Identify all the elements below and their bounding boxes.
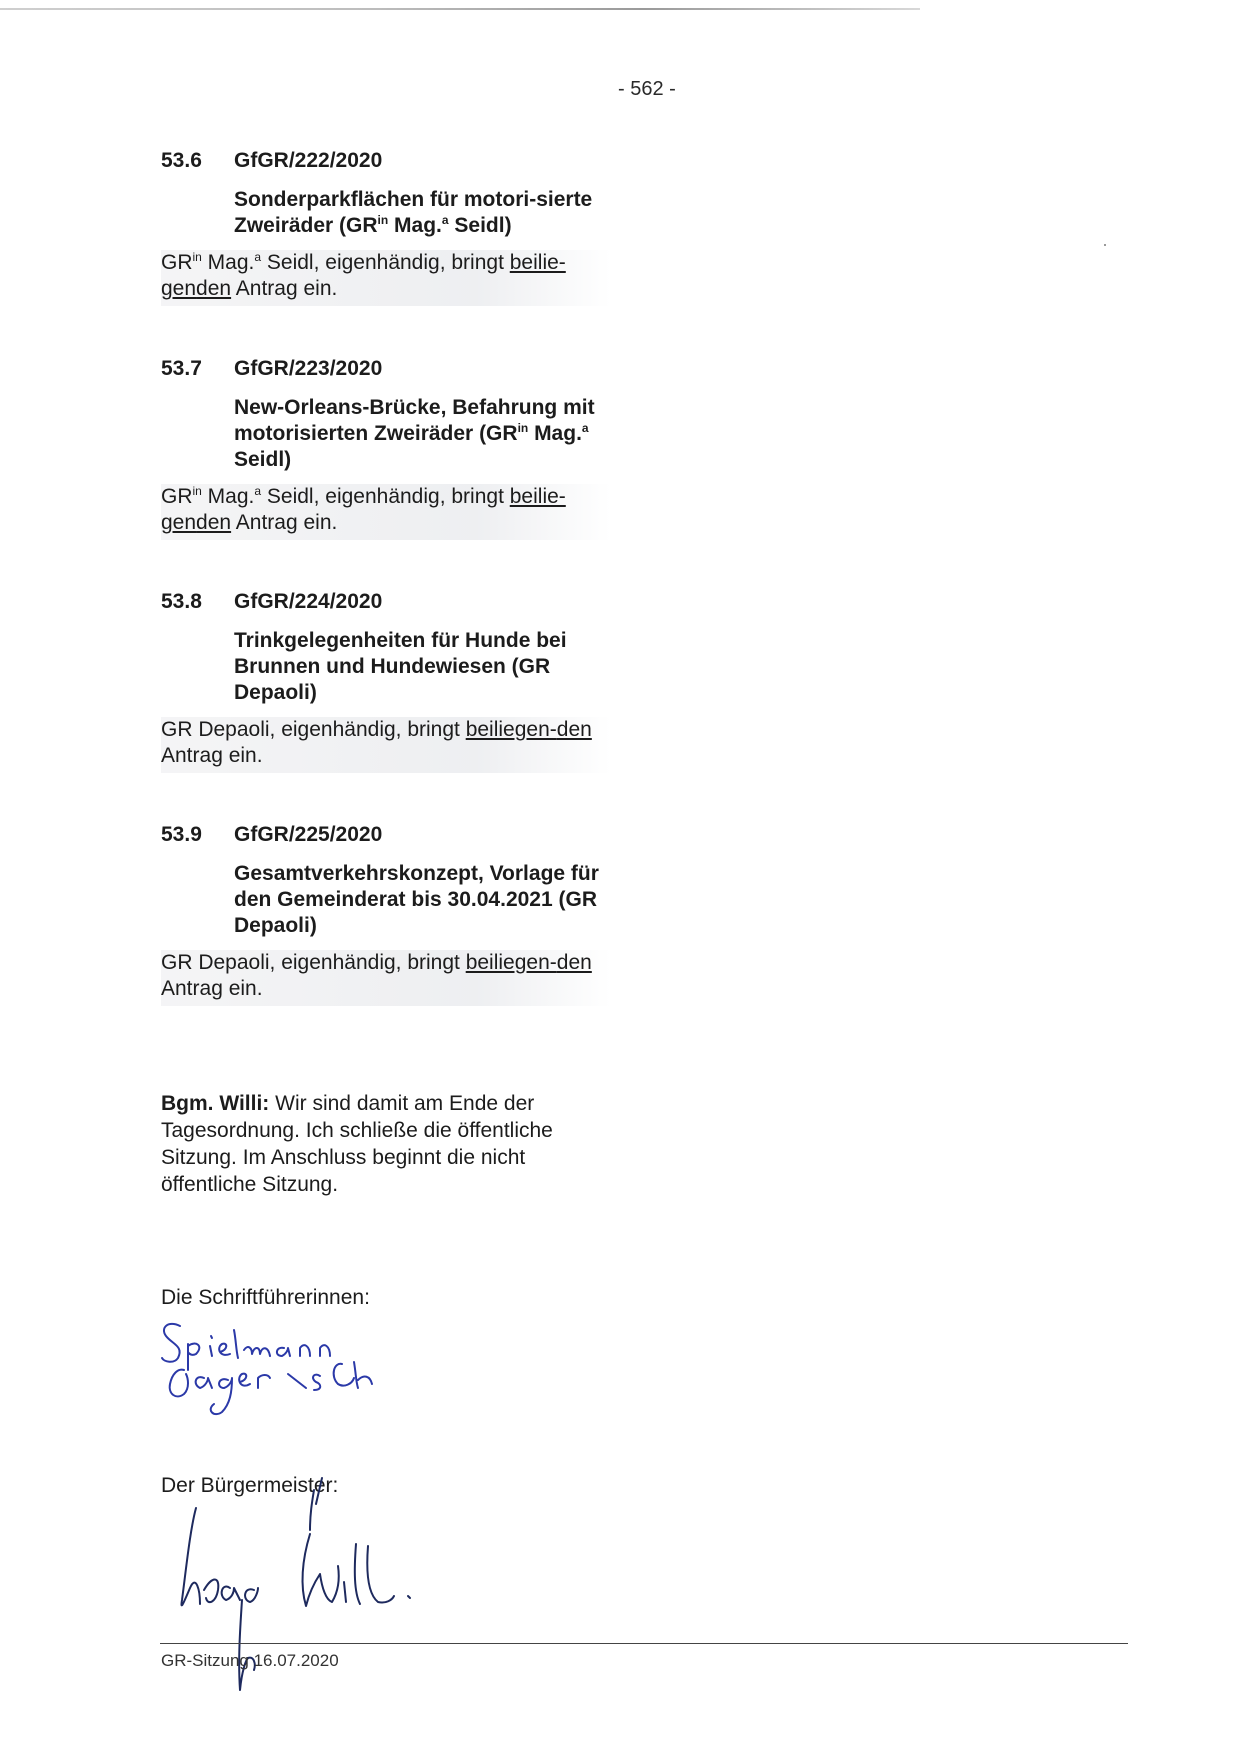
scan-edge-line [0,8,920,10]
scan-speck [1104,244,1106,246]
mayor-signature [160,1470,470,1710]
item-body: $GR^{in}$ Mag.$^a$ Seidl, eigenhändig, bringt beilie-genden Antrag ein. [161,250,611,306]
item-body: GR Depaoli, eigenhändig, bringt beiliegen-den Antrag ein. [161,950,611,1006]
item-title: Trinkgelegenheiten für Hunde bei Brunnen und Hundewiesen (GR Depaoli) [234,629,567,704]
agenda-item-53-9 [161,822,611,1006]
item-code: GfGR/222/2020 [234,149,383,172]
item-code: GfGR/224/2020 [234,590,383,613]
item-title: Gesamtverkehrskonzept, Vorlage für den Gemeinderat bis 30.04.2021 (GR Depaoli) [234,862,599,937]
speaker-name: Bgm. Willi: [161,1092,270,1115]
item-number: 53.9 [161,823,202,846]
item-code: GfGR/225/2020 [234,823,383,846]
mayor-label: Der Bürgermeister: [161,1474,339,1497]
secretaries-signature [158,1318,418,1430]
page-number: - 562 - [618,78,676,100]
secretaries-label: Die Schriftführerinnen: [161,1286,370,1309]
agenda-item-53-8 [161,589,611,773]
item-number: 53.8 [161,590,202,613]
closing-statement [161,1090,611,1198]
item-body: GR Depaoli, eigenhändig, bringt beiliegen-den Antrag ein. [161,717,611,773]
item-number: 53.6 [161,149,202,172]
agenda-item-53-6 [161,148,611,306]
item-heading [161,148,611,174]
agenda-item-53-7 [161,356,611,540]
closing-text: Wir sind damit am Ende der Tagesordnung. Ich schließe die öffentliche Sitzung. Im Anschluss beginnt die nicht öffentliche Sitzung. [161,1092,553,1196]
footer-rule [160,1643,1128,1644]
item-body: $GR^{in}$ Mag.$^a$ Seidl, eigenhändig, bringt beilie-genden Antrag ein. [161,484,611,540]
item-code: GfGR/223/2020 [234,357,383,380]
item-heading [161,822,611,848]
footer-session-date: GR-Sitzung 16.07.2020 [161,1651,339,1670]
item-heading [161,356,611,382]
item-title: New-Orleans-Brücke, Befahrung mit motorisierten Zweiräder ($GR^{in}$ Mag.$^a$ Seidl) [234,396,595,471]
item-number: 53.7 [161,357,202,380]
item-heading [161,589,611,615]
item-title: Sonderparkflächen für motori-sierte Zweiräder ($GR^{in}$ Mag.$^a$ Seidl) [234,188,593,237]
